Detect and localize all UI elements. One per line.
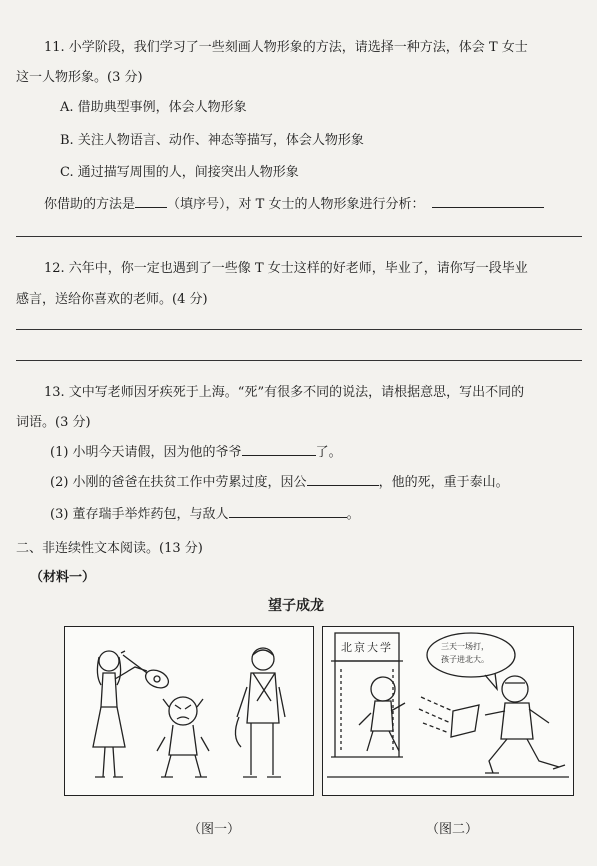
q11-answer-rule[interactable] <box>16 236 582 237</box>
bubble-line-2: 孩子进北大。 <box>441 655 489 664</box>
comic-panel-1 <box>64 626 314 796</box>
mother-head <box>99 651 119 671</box>
q11-option-b: B. 关注人物语言、动作、神态等描写，体会人物形象 <box>60 133 364 148</box>
q13-sentence-3 <box>50 503 360 522</box>
panel1-illustration <box>65 627 313 795</box>
q13-s2-end: ，他的死，重于泰山。 <box>378 475 509 490</box>
q12-line2: 感言，送给你喜欢的老师。(4 分) <box>16 292 208 307</box>
university-sign-text: 北京大学 <box>341 641 393 654</box>
q13-s2-text: (2) 小刚的爸爸在扶贫工作中劳累过度，因公 <box>50 475 307 490</box>
flying-paper <box>451 705 479 737</box>
q11-choice-blank[interactable] <box>135 195 167 208</box>
comic-title: 望子成龙 <box>268 598 324 614</box>
bubble-line-1: 三天一场打， <box>441 642 489 651</box>
q13-sentence-1 <box>50 441 342 460</box>
q11-option-a: A. 借助典型事例，体会人物形象 <box>60 100 247 115</box>
q13-s1-end: 了。 <box>315 445 342 460</box>
caption-figure-1: （图一） <box>188 822 241 837</box>
q12-answer-rule-2[interactable] <box>16 360 582 361</box>
q11-answer-line <box>44 193 544 212</box>
q11-analysis-blank[interactable] <box>432 195 544 208</box>
q13-line2: 词语。(3 分) <box>16 415 91 430</box>
q13-s3-end: 。 <box>346 507 360 522</box>
caption-figure-2: （图二） <box>426 822 479 837</box>
q13-blank-1[interactable] <box>242 443 316 456</box>
father-head <box>252 648 274 670</box>
q13-s3-text: (3) 董存瑞手举炸药包，与敌人 <box>50 507 229 522</box>
q11-option-c: C. 通过描写周围的人，间接突出人物形象 <box>60 165 299 180</box>
q12-line1: 12. 六年中，你一定也遇到了一些像 T 女士这样的好老师，毕业了，请你写一段毕业 <box>44 261 528 276</box>
q13-blank-3[interactable] <box>229 505 347 518</box>
q11-answer-prefix: 你借助的方法是 <box>44 197 136 212</box>
q11-line1: 11. 小学阶段，我们学习了一些刻画人物形象的方法，请选择一种方法，体会 T 女士 <box>44 40 528 55</box>
q12-answer-rule-1[interactable] <box>16 329 582 330</box>
boy-head <box>371 677 395 701</box>
q11-answer-suffix: （填序号），对 T 女士的人物形象进行分析： <box>167 197 425 212</box>
q13-sentence-2 <box>50 471 509 490</box>
q13-s1-text: (1) 小明今天请假，因为他的爷爷 <box>50 445 242 460</box>
comic-panel-2 <box>322 626 574 796</box>
q13-line1: 13. 文中写老师因牙疾死于上海。“死”有很多不同的说法，请根据意思，写出不同的 <box>44 385 525 400</box>
q13-blank-2[interactable] <box>307 473 379 486</box>
chasing-father-head <box>502 676 528 702</box>
section2-heading: 二、非连续性文本阅读。(13 分) <box>16 541 203 556</box>
q11-line2: 这一人物形象。(3 分) <box>16 70 143 85</box>
girl-head <box>169 697 197 725</box>
material1-label: （材料一） <box>30 570 96 585</box>
